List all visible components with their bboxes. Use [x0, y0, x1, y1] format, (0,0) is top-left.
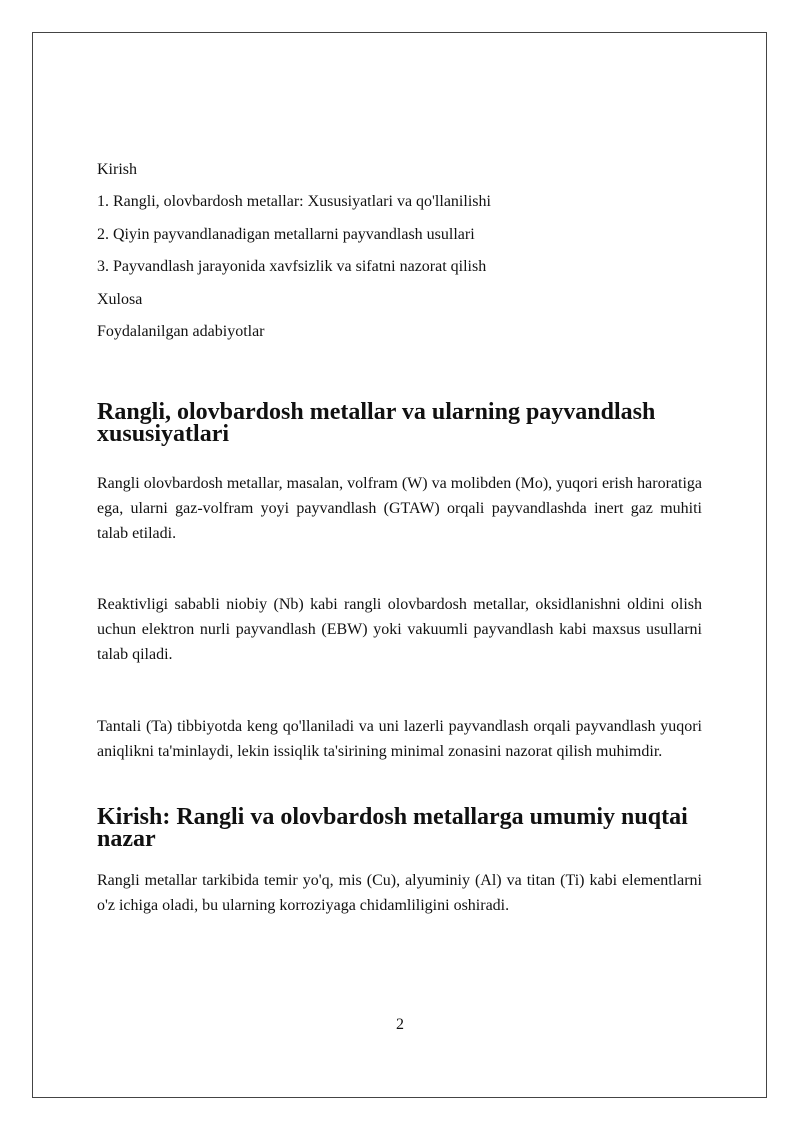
toc-item-conclusion: Xulosa: [97, 290, 143, 308]
table-of-contents: [97, 160, 702, 342]
document-body: [97, 160, 702, 918]
toc-item-chapter-1: 1. Rangli, olovbardosh metallar: Xususiyatlari va qo'llanilishi: [97, 193, 491, 211]
toc-item-introduction: Kirish: [97, 161, 137, 178]
paragraph: Reaktivligi sababli niobiy (Nb) kabi rangli olovbardosh metallar, oksidlanishni oldini olish uchun elektron nurli payvandlash (EBW) yoki vakuumli payvandlash kabi maxsus usullarni talab qiladi.: [97, 595, 702, 663]
section-heading: Rangli, olovbardosh metallar va ularning payvandlash xususiyatlari: [97, 398, 656, 447]
section-heading: Kirish: Rangli va olovbardosh metallarga umumiy nuqtai nazar: [97, 803, 688, 852]
paragraph: Rangli olovbardosh metallar, masalan, volfram (W) va molibden (Mo), yuqori erish haroratiga ega, ularni gaz-volfram yoyi payvandlash (GTAW) orqali payvandlashda inert gaz muhiti talab etiladi.: [97, 474, 702, 542]
toc-item-chapter-3: 3. Payvandlash jarayonida xavfsizlik va sifatni nazorat qilish: [97, 258, 487, 276]
page-number: 2: [396, 1016, 404, 1033]
paragraph: Tantali (Ta) tibbiyotda keng qo'llaniladi va uni lazerli payvandlash orqali payvandlash yuqori aniqlikni ta'minlaydi, lekin issiqlik ta'sirining minimal zonasini nazorat qilish muhimdir.: [97, 717, 702, 760]
paragraph: Rangli metallar tarkibida temir yo'q, mis (Cu), alyuminiy (Al) va titan (Ti) kabi elementlarni o'z ichiga oladi, bu ularning korroziyaga chidamliligini oshiradi.: [97, 871, 702, 914]
toc-item-references: Foydalanilgan adabiyotlar: [97, 322, 265, 340]
toc-item-chapter-2: 2. Qiyin payvandlanadigan metallarni payvandlash usullari: [97, 225, 475, 243]
